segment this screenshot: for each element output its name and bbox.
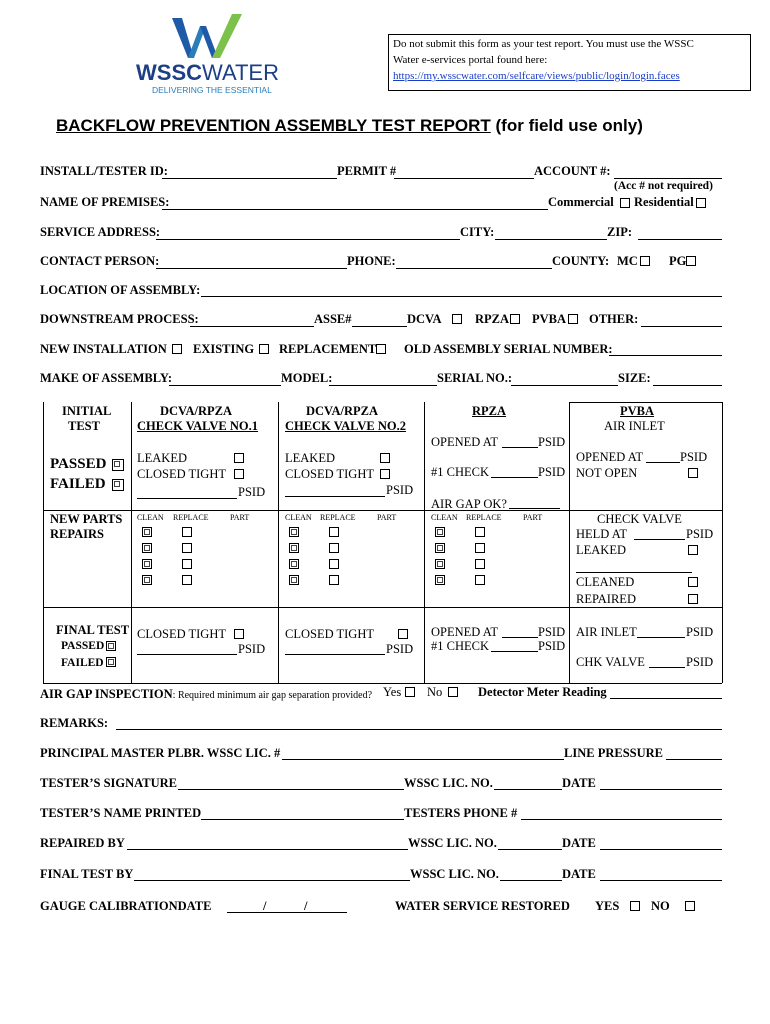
account-field[interactable] (614, 178, 722, 179)
pvba-not-open-label: NOT OPEN (576, 466, 638, 480)
cv1-replace-1[interactable] (182, 527, 192, 537)
size-label: SIZE: (618, 371, 651, 385)
account-label: ACCOUNT #: (534, 164, 611, 178)
cv1-leaked-checkbox[interactable] (234, 453, 244, 463)
cv2-clean-4[interactable] (289, 575, 299, 585)
rpza-checkbox[interactable] (510, 314, 520, 324)
downstream-field[interactable] (190, 326, 314, 327)
replacement-label: REPLACEMENT (279, 342, 377, 356)
form-title-suffix: (for field use only) (490, 116, 643, 135)
logo-wssc-text: WSSC (136, 60, 202, 85)
rpza-check1-label: #1 CHECK (431, 465, 489, 479)
final-date-label: DATE (562, 867, 596, 881)
gauge-calibration-field[interactable] (227, 912, 347, 913)
model-field[interactable] (329, 385, 437, 386)
rpza-air-gap-field[interactable] (509, 508, 560, 509)
final-rpza-check1-label: #1 CHECK (431, 639, 489, 653)
notice-line-1: Do not submit this form as your test report. You must use the WSSC (393, 38, 694, 50)
repaired-date-field[interactable] (600, 849, 722, 850)
tester-wssc-lic-label: WSSC LIC. NO. (404, 776, 493, 790)
serial-label: SERIAL NO.: (437, 371, 513, 385)
new-parts-label: NEW PARTS (50, 512, 123, 526)
gauge-calibration-label: GAUGE CALIBRATIONDATE (40, 899, 212, 913)
phone-field[interactable] (396, 268, 552, 269)
cv1-replace-3[interactable] (182, 559, 192, 569)
initial-passed-checkbox[interactable] (112, 459, 124, 471)
make-label: MAKE OF ASSEMBLY: (40, 371, 172, 385)
location-field[interactable] (201, 296, 722, 297)
asse-label: ASSE# (314, 312, 352, 326)
testers-phone-label: TESTERS PHONE # (404, 806, 518, 820)
final-pvba-air-inlet-label: AIR INLET (576, 625, 637, 639)
existing-label: EXISTING (193, 342, 255, 356)
final-pvba-air-inlet-psid-label: PSID (686, 625, 714, 639)
permit-field[interactable] (394, 178, 534, 179)
residential-label: Residential (634, 195, 694, 209)
final-pvba-chk-psid-label: PSID (686, 655, 714, 669)
line-pressure-label: LINE PRESSURE (564, 746, 663, 760)
remarks-label: REMARKS: (40, 716, 109, 730)
cv2-replace-1[interactable] (329, 527, 339, 537)
city-field[interactable] (495, 239, 607, 240)
cv2-replace-2[interactable] (329, 543, 339, 553)
pvba-cleaned-label: CLEANED (576, 575, 635, 589)
final-pvba-chk-valve-label: CHK VALVE (576, 655, 645, 669)
cv2-clean-header: CLEAN (285, 513, 312, 522)
notice-box (388, 34, 751, 91)
install-tester-id-label: INSTALL/TESTER ID: (40, 164, 168, 178)
model-label: MODEL: (281, 371, 333, 385)
dcva-label: DCVA (407, 312, 442, 326)
rpza-air-gap-label: AIR GAP OK? (431, 497, 507, 511)
dcva-checkbox[interactable] (452, 314, 462, 324)
initial-failed-checkbox[interactable] (112, 479, 124, 491)
name-of-premises-label: NAME OF PREMISES: (40, 195, 170, 209)
account-note: (Acc # not required) (614, 180, 713, 192)
initial-passed-label: PASSED (50, 456, 107, 472)
cv1-part-header: PART (230, 513, 250, 522)
final-date-field[interactable] (600, 880, 722, 881)
final-rpza-opened-at-label: OPENED AT (431, 625, 499, 639)
cv2-replace-header: REPLACE (320, 513, 356, 522)
logo-water-text: WATER (202, 60, 279, 85)
cv2-clean-2[interactable] (289, 543, 299, 553)
final-wssc-lic-field[interactable] (500, 880, 562, 881)
rpza-replace-header: REPLACE (466, 513, 502, 522)
rpza-replace-4[interactable] (475, 575, 485, 585)
tester-signature-field[interactable] (178, 789, 404, 790)
tester-signature-label: TESTER’S SIGNATURE (40, 776, 177, 790)
notice-line-2: Water e-services portal found here: (393, 54, 548, 66)
detector-meter-field[interactable] (610, 698, 722, 699)
water-restored-yes-label: YES (595, 899, 620, 913)
final-rpza-opened-psid-label: PSID (538, 625, 566, 639)
rpza-clean-3[interactable] (435, 559, 445, 569)
service-address-label: SERVICE ADDRESS: (40, 225, 161, 239)
install-tester-id-field[interactable] (162, 178, 337, 179)
mc-checkbox[interactable] (640, 256, 650, 266)
repaired-wssc-lic-label: WSSC LIC. NO. (408, 836, 497, 850)
cv1-clean-3[interactable] (142, 559, 152, 569)
mc-label: MC (617, 254, 638, 268)
repaired-by-field[interactable] (127, 849, 408, 850)
cv1-clean-1[interactable] (142, 527, 152, 537)
final-cv1-closed-tight-checkbox[interactable] (234, 629, 244, 639)
commercial-label: Commercial (548, 195, 614, 209)
form-title: BACKFLOW PREVENTION ASSEMBLY TEST REPORT (56, 116, 491, 135)
rpza-opened-psid-label: PSID (538, 435, 566, 449)
pvba-held-psid-label: PSID (686, 527, 714, 541)
air-gap-label: AIR GAP INSPECTION (40, 687, 173, 701)
testers-phone-field[interactable] (521, 819, 722, 820)
col3-header: RPZA (472, 404, 507, 418)
final-cv2-closed-tight-checkbox[interactable] (398, 629, 408, 639)
new-installation-checkbox[interactable] (172, 344, 182, 354)
city-label: CITY: (460, 225, 495, 239)
air-gap-no-label: No (427, 685, 443, 699)
col4-air-inlet: AIR INLET (604, 419, 665, 433)
cv1-clean-2[interactable] (142, 543, 152, 553)
wssc-w-mark-icon (132, 12, 282, 67)
water-restored-no-label: NO (651, 899, 670, 913)
rpza-clean-2[interactable] (435, 543, 445, 553)
cv1-replace-2[interactable] (182, 543, 192, 553)
cv1-closed-tight-label: CLOSED TIGHT (137, 467, 227, 481)
final-rpza-check1-field[interactable] (491, 651, 538, 652)
tester-date-field[interactable] (600, 789, 722, 790)
rpza-opened-at-label: OPENED AT (431, 435, 499, 449)
cv2-leaked-checkbox[interactable] (380, 453, 390, 463)
final-wssc-lic-label: WSSC LIC. NO. (410, 867, 499, 881)
pvba-repaired-checkbox[interactable] (688, 594, 698, 604)
pvba-opened-psid-label: PSID (680, 450, 708, 464)
rpza-clean-4[interactable] (435, 575, 445, 585)
pvba-leaked-label: LEAKED (576, 543, 626, 557)
pg-checkbox[interactable] (686, 256, 696, 266)
new-installation-label: NEW INSTALLATION (40, 342, 167, 356)
repaired-wssc-lic-field[interactable] (498, 849, 562, 850)
rpza-part-header: PART (523, 513, 543, 522)
cv2-leaked-label: LEAKED (285, 451, 335, 465)
initial-label: INITIAL (62, 404, 112, 418)
pvba-cleaned-checkbox[interactable] (688, 577, 698, 587)
cv1-replace-header: REPLACE (173, 513, 209, 522)
serial-field[interactable] (511, 385, 618, 386)
col4-header: PVBA (620, 404, 655, 418)
final-failed-label: FAILED (61, 657, 104, 669)
pvba-opened-at-label: OPENED AT (576, 450, 644, 464)
name-of-premises-field[interactable] (162, 209, 548, 210)
final-test-label: FINAL TEST (56, 623, 130, 637)
cv2-replace-3[interactable] (329, 559, 339, 569)
cv1-psid-label: PSID (238, 485, 266, 499)
tester-name-field[interactable] (201, 819, 404, 820)
cv1-replace-4[interactable] (182, 575, 192, 585)
air-gap-question: : Required minimum air gap separation provided? (172, 690, 373, 701)
rpza-replace-3[interactable] (475, 559, 485, 569)
residential-checkbox[interactable] (696, 198, 706, 208)
repairs-label: REPAIRS (50, 527, 104, 541)
final-pvba-chk-valve-field[interactable] (649, 667, 685, 668)
pvba-held-at-label: HELD AT (576, 527, 628, 541)
final-cv2-psid-label: PSID (386, 642, 414, 656)
final-cv1-closed-tight-label: CLOSED TIGHT (137, 627, 227, 641)
cv2-closed-tight-label: CLOSED TIGHT (285, 467, 375, 481)
cv2-psid-field[interactable] (285, 496, 385, 497)
rpza-check1-field[interactable] (491, 477, 538, 478)
logo-tagline: DELIVERING THE ESSENTIAL (152, 85, 272, 95)
contact-person-label: CONTACT PERSON: (40, 254, 160, 268)
air-gap-yes-checkbox[interactable] (405, 687, 415, 697)
rpza-replace-1[interactable] (475, 527, 485, 537)
old-serial-label: OLD ASSEMBLY SERIAL NUMBER: (404, 342, 613, 356)
col2-header-2: CHECK VALVE NO.2 (285, 419, 406, 433)
commercial-checkbox[interactable] (620, 198, 630, 208)
rpza-label: RPZA (475, 312, 510, 326)
rpza-opened-at-field[interactable] (502, 447, 538, 448)
cv2-part-header: PART (377, 513, 397, 522)
cv2-psid-label: PSID (386, 483, 414, 497)
asse-field[interactable] (352, 326, 407, 327)
cv1-clean-header: CLEAN (137, 513, 164, 522)
final-passed-label: PASSED (61, 640, 105, 652)
rpza-replace-2[interactable] (475, 543, 485, 553)
pvba-label: PVBA (532, 312, 567, 326)
pvba-leaked-checkbox[interactable] (688, 545, 698, 555)
final-test-by-label: FINAL TEST BY (40, 867, 134, 881)
pg-label: PG (669, 254, 687, 268)
permit-label: PERMIT # (337, 164, 397, 178)
tester-name-label: TESTER’S NAME PRINTED (40, 806, 202, 820)
pvba-parts-field[interactable] (576, 572, 692, 573)
cv1-clean-4[interactable] (142, 575, 152, 585)
phone-label: PHONE: (347, 254, 396, 268)
tester-date-label: DATE (562, 776, 596, 790)
air-gap-yes-label: Yes (383, 685, 402, 699)
water-restored-no-checkbox[interactable] (685, 901, 695, 911)
col1-header-2: CHECK VALVE NO.1 (137, 419, 258, 433)
pvba-held-at-field[interactable] (634, 539, 685, 540)
contact-person-field[interactable] (156, 268, 347, 269)
cv2-replace-4[interactable] (329, 575, 339, 585)
county-label: COUNTY: (552, 254, 610, 268)
final-pvba-air-inlet-field[interactable] (637, 637, 685, 638)
gauge-slash-1: / (263, 899, 267, 913)
cv2-clean-1[interactable] (289, 527, 299, 537)
old-serial-field[interactable] (609, 355, 722, 356)
detector-meter-label: Detector Meter Reading (478, 685, 607, 699)
repaired-date-label: DATE (562, 836, 596, 850)
service-address-field[interactable] (156, 239, 460, 240)
final-test-by-field[interactable] (134, 880, 410, 881)
final-cv1-psid-field[interactable] (137, 654, 237, 655)
replacement-checkbox[interactable] (376, 344, 386, 354)
water-restored-label: WATER SERVICE RESTORED (395, 899, 570, 913)
zip-field[interactable] (638, 239, 722, 240)
col1-header-1: DCVA/RPZA (160, 404, 232, 418)
gauge-slash-2: / (304, 899, 308, 913)
test-label: TEST (68, 419, 100, 433)
principal-field[interactable] (282, 759, 564, 760)
pvba-check-valve-label: CHECK VALVE (597, 512, 682, 526)
cv2-closed-tight-checkbox[interactable] (380, 469, 390, 479)
final-rpza-check1-psid-label: PSID (538, 639, 566, 653)
make-field[interactable] (169, 385, 281, 386)
air-gap-no-checkbox[interactable] (448, 687, 458, 697)
wssc-logo (132, 12, 282, 95)
rpza-clean-header: CLEAN (431, 513, 458, 522)
zip-label: ZIP: (607, 225, 632, 239)
location-label: LOCATION OF ASSEMBLY: (40, 283, 201, 297)
cv2-clean-3[interactable] (289, 559, 299, 569)
pvba-not-open-checkbox[interactable] (688, 468, 698, 478)
remarks-field[interactable] (116, 729, 722, 730)
line-pressure-field[interactable] (666, 759, 722, 760)
final-failed-checkbox[interactable] (106, 657, 116, 667)
repaired-by-label: REPAIRED BY (40, 836, 125, 850)
final-rpza-opened-at-field[interactable] (502, 637, 538, 638)
tester-wssc-lic-field[interactable] (494, 789, 562, 790)
final-passed-checkbox[interactable] (106, 641, 116, 651)
pvba-checkbox[interactable] (568, 314, 578, 324)
cv1-closed-tight-checkbox[interactable] (234, 469, 244, 479)
final-cv1-psid-label: PSID (238, 642, 266, 656)
other-field[interactable] (641, 326, 722, 327)
other-label: OTHER: (589, 312, 639, 326)
size-field[interactable] (653, 385, 722, 386)
existing-checkbox[interactable] (259, 344, 269, 354)
initial-failed-label: FAILED (50, 476, 106, 492)
notice-portal-link[interactable]: https://my.wsscwater.com/selfcare/views/public/login/login.faces (393, 70, 680, 82)
final-cv2-psid-field[interactable] (285, 654, 385, 655)
water-restored-yes-checkbox[interactable] (630, 901, 640, 911)
downstream-label: DOWNSTREAM PROCESS: (40, 312, 199, 326)
cv1-leaked-label: LEAKED (137, 451, 187, 465)
rpza-check1-psid-label: PSID (538, 465, 566, 479)
principal-label: PRINCIPAL MASTER PLBR. WSSC LIC. # (40, 746, 281, 760)
cv1-psid-field[interactable] (137, 498, 237, 499)
col2-header-1: DCVA/RPZA (306, 404, 378, 418)
rpza-clean-1[interactable] (435, 527, 445, 537)
pvba-opened-at-field[interactable] (646, 462, 680, 463)
final-cv2-closed-tight-label: CLOSED TIGHT (285, 627, 375, 641)
pvba-repaired-label: REPAIRED (576, 592, 636, 606)
